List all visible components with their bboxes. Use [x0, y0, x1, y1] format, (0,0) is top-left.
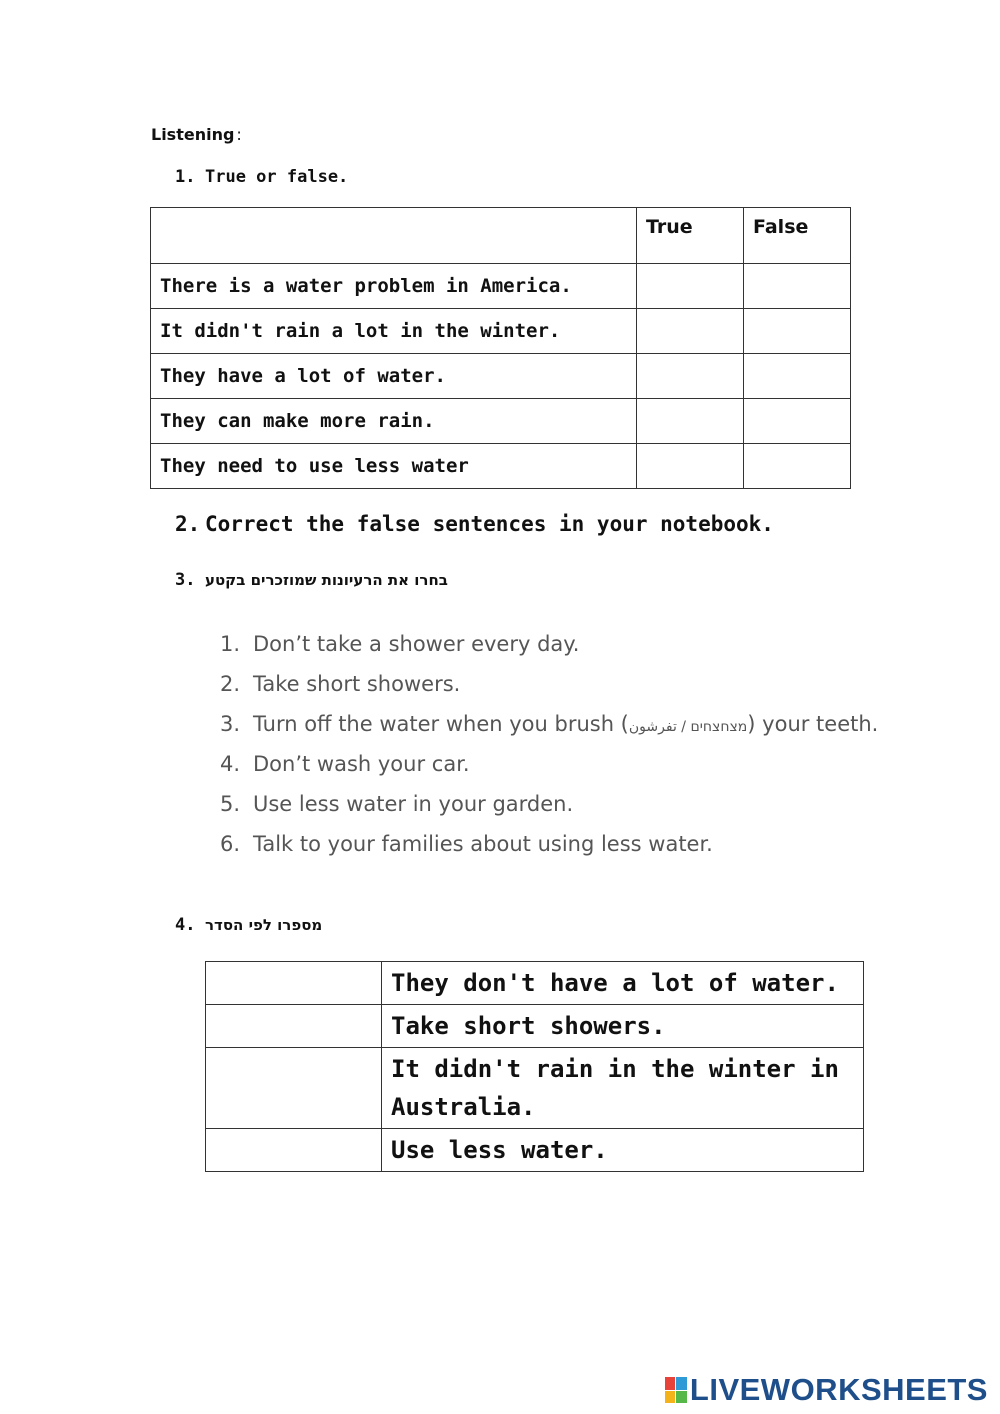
- liveworksheets-logo: [665, 1372, 988, 1408]
- header-true: True: [637, 208, 744, 264]
- header-statement-cell: [151, 208, 637, 264]
- order-item-2: Take short showers.: [382, 1005, 864, 1048]
- true-answer-2[interactable]: [637, 309, 744, 354]
- table-row: [206, 1129, 864, 1172]
- statement-4: They can make more rain.: [151, 399, 637, 444]
- question-2-number: 2.: [175, 512, 201, 536]
- ideas-list: [220, 628, 878, 868]
- logo-square-icon: [676, 1391, 687, 1404]
- order-item-3: It didn't rain in the winter in Australia.: [382, 1048, 864, 1129]
- list-item[interactable]: [220, 748, 878, 788]
- true-false-table: [150, 207, 851, 489]
- question-1-heading: [175, 167, 348, 187]
- question-3-number: 3.: [175, 570, 196, 590]
- section-title-colon: :: [236, 125, 242, 144]
- false-answer-5[interactable]: [744, 444, 851, 489]
- order-item-1: They don't have a lot of water.: [382, 962, 864, 1005]
- logo-square-icon: [665, 1377, 676, 1390]
- order-item-4: Use less water.: [382, 1129, 864, 1172]
- idea-number: 5.: [220, 792, 241, 816]
- idea-text: Use less water in your garden.: [253, 792, 574, 816]
- false-answer-1[interactable]: [744, 264, 851, 309]
- idea-text-before: Turn off the water when you brush (: [253, 712, 629, 736]
- idea-text: Don’t take a shower every day.: [253, 632, 580, 656]
- question-3-title: בחרו את הרעיונות שמוזכרים בקטע: [205, 571, 448, 589]
- table-row: [151, 399, 851, 444]
- true-answer-1[interactable]: [637, 264, 744, 309]
- statement-3: They have a lot of water.: [151, 354, 637, 399]
- question-4-number: 4.: [175, 915, 196, 935]
- table-row: [151, 444, 851, 489]
- idea-translation: מצחצחים / تفرشون: [628, 719, 748, 735]
- question-3-heading: [175, 570, 448, 590]
- order-number-field-1[interactable]: [206, 962, 382, 1005]
- false-answer-2[interactable]: [744, 309, 851, 354]
- order-number-field-3[interactable]: [206, 1048, 382, 1129]
- question-4-title: מספרו לפי הסדר: [205, 916, 323, 934]
- order-number-field-2[interactable]: [206, 1005, 382, 1048]
- false-answer-4[interactable]: [744, 399, 851, 444]
- idea-number: 1.: [220, 632, 241, 656]
- idea-text: Don’t wash your car.: [253, 752, 470, 776]
- true-answer-5[interactable]: [637, 444, 744, 489]
- list-item[interactable]: [220, 708, 878, 748]
- idea-text: Talk to your families about using less water.: [253, 832, 713, 856]
- logo-square-icon: [665, 1391, 676, 1404]
- table-row: [206, 1005, 864, 1048]
- header-false: False: [744, 208, 851, 264]
- section-title-text: Listening: [151, 125, 235, 144]
- ordering-table: [205, 961, 864, 1172]
- table-row: [206, 1048, 864, 1129]
- order-number-field-4[interactable]: [206, 1129, 382, 1172]
- question-1-number: 1.: [175, 167, 196, 187]
- table-row: [151, 264, 851, 309]
- question-2-title: Correct the false sentences in your notebook.: [205, 512, 774, 536]
- list-item[interactable]: [220, 668, 878, 708]
- list-item[interactable]: [220, 628, 878, 668]
- false-answer-3[interactable]: [744, 354, 851, 399]
- logo-square-icon: [676, 1377, 687, 1390]
- section-title: [151, 125, 242, 144]
- statement-2: It didn't rain a lot in the winter.: [151, 309, 637, 354]
- statement-1: There is a water problem in America.: [151, 264, 637, 309]
- question-4-heading: [175, 915, 322, 935]
- question-2-heading: [175, 512, 774, 536]
- idea-number: 4.: [220, 752, 241, 776]
- idea-number: 3.: [220, 712, 241, 736]
- idea-text-after: ) your teeth.: [747, 712, 879, 736]
- idea-text: Take short showers.: [253, 672, 461, 696]
- logo-text: LIVEWORKSHEETS: [689, 1372, 988, 1407]
- statement-5: They need to use less water: [151, 444, 637, 489]
- list-item[interactable]: [220, 828, 878, 868]
- idea-number: 6.: [220, 832, 241, 856]
- table-row: [151, 354, 851, 399]
- table-row: [151, 309, 851, 354]
- true-answer-3[interactable]: [637, 354, 744, 399]
- idea-number: 2.: [220, 672, 241, 696]
- list-item[interactable]: [220, 788, 878, 828]
- table-row: [206, 962, 864, 1005]
- question-1-title: True or false.: [205, 167, 349, 187]
- logo-mark-icon: [665, 1377, 687, 1403]
- true-answer-4[interactable]: [637, 399, 744, 444]
- table-header-row: [151, 208, 851, 264]
